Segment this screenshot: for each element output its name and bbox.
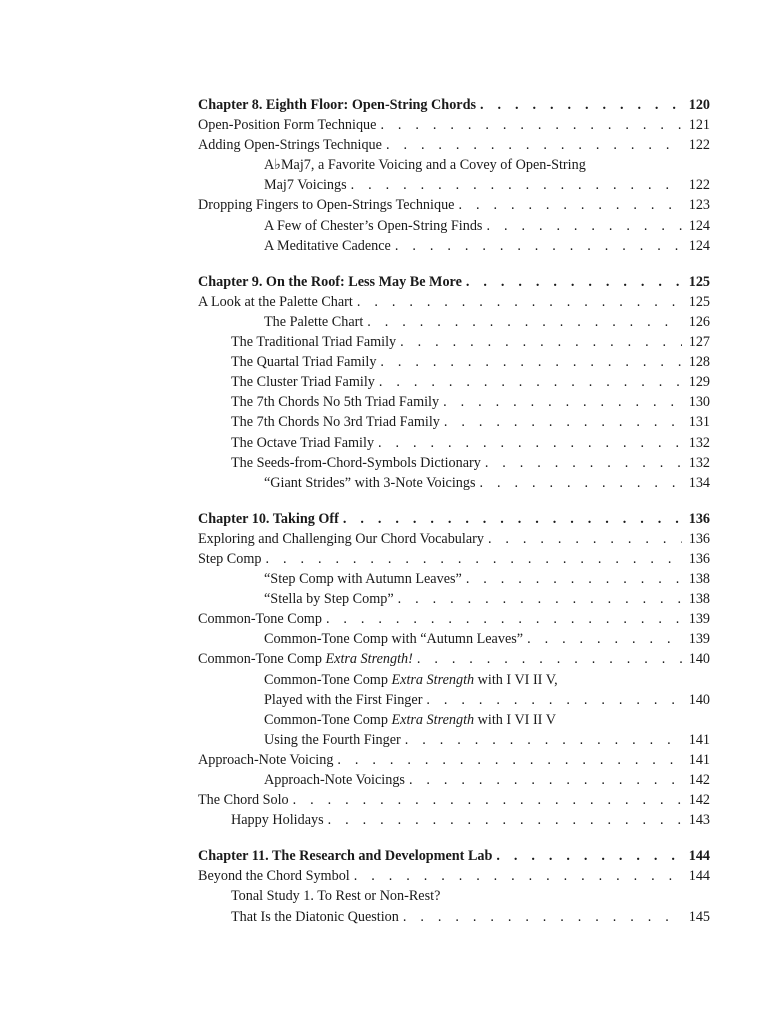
- toc-page-number: 138: [688, 571, 710, 588]
- chapter-page-number: 120: [688, 97, 710, 113]
- toc-entry-title: The 7th Chords No 5th Triad Family: [231, 394, 440, 411]
- toc-entry[interactable]: [198, 549, 710, 569]
- toc-entry[interactable]: [198, 670, 710, 690]
- dot-leader: [398, 589, 682, 609]
- dot-leader: [380, 115, 682, 135]
- toc-entry[interactable]: [198, 433, 710, 453]
- chapter-page-number: 125: [688, 273, 710, 290]
- toc-entry-title: The Cluster Triad Family: [231, 374, 375, 391]
- toc-entry[interactable]: [198, 115, 710, 135]
- toc-entry[interactable]: [198, 589, 710, 609]
- toc-entry[interactable]: [198, 649, 710, 669]
- toc-entry-title: A Look at the Palette Chart: [198, 293, 353, 310]
- chapter-page-number: 136: [688, 510, 710, 527]
- toc-entry[interactable]: [198, 770, 710, 790]
- toc-page-number: 124: [688, 217, 710, 234]
- dot-leader: [293, 790, 682, 810]
- toc-entry-italic: Extra Strength!: [325, 651, 413, 668]
- toc-entry-title: Common-Tone Comp Extra Strength with I VI II V,: [264, 671, 558, 688]
- toc-entry-title: The Palette Chart: [264, 313, 364, 330]
- chapter-block: [198, 846, 710, 926]
- dot-leader: [378, 433, 682, 453]
- toc-entry[interactable]: [198, 473, 710, 493]
- toc-entry[interactable]: [198, 312, 710, 332]
- chapter-block: [198, 509, 710, 831]
- toc-page-number: 121: [688, 117, 710, 134]
- dot-leader: [480, 95, 682, 115]
- dot-leader: [405, 730, 682, 750]
- chapter-heading[interactable]: [198, 95, 710, 115]
- toc-entry[interactable]: [198, 710, 710, 730]
- dot-leader: [386, 135, 682, 155]
- toc-page-number: 141: [688, 751, 710, 768]
- dot-leader: [351, 175, 682, 195]
- toc-entry[interactable]: [198, 750, 710, 770]
- dot-leader: [458, 195, 682, 215]
- chapter-title: Chapter 8. Eighth Floor: Open-String Chords: [198, 97, 476, 113]
- dot-leader: [409, 770, 682, 790]
- toc-page-number: 122: [688, 137, 710, 154]
- toc-entry[interactable]: [198, 292, 710, 312]
- toc-entry-title: Open-Position Form Technique: [198, 117, 377, 134]
- dot-leader: [343, 509, 682, 529]
- dot-leader: [485, 453, 682, 473]
- toc-entry-title: The Traditional Triad Family: [231, 334, 397, 351]
- toc-entry-italic: Extra Strength: [391, 671, 475, 688]
- toc-entry[interactable]: [198, 453, 710, 473]
- toc-entry-title: The 7th Chords No 3rd Triad Family: [231, 414, 440, 431]
- toc-entry-italic: Extra Strength: [391, 711, 475, 728]
- toc-entry-title: Common-Tone Comp Extra Strength with I VI II V: [264, 711, 556, 728]
- toc-page-number: 136: [688, 550, 710, 567]
- chapter-heading[interactable]: [198, 846, 710, 866]
- toc-page-number: 144: [688, 868, 710, 885]
- dot-leader: [466, 272, 682, 292]
- toc-page-number: 140: [688, 651, 710, 668]
- chapter-heading[interactable]: [198, 272, 710, 292]
- dot-leader: [486, 216, 682, 236]
- dot-leader: [265, 549, 682, 569]
- toc-entry[interactable]: [198, 886, 710, 906]
- toc-entry-title: Happy Holidays: [231, 812, 324, 829]
- toc-entry-title: Approach-Note Voicings: [264, 772, 405, 788]
- dot-leader: [496, 846, 682, 866]
- toc-entry-title: Adding Open-Strings Technique: [198, 137, 382, 154]
- toc-page-number: 131: [688, 414, 710, 431]
- toc-entry-title: Common-Tone Comp Extra Strength!: [198, 651, 413, 668]
- toc-entry-title: “Stella by Step Comp”: [264, 591, 394, 608]
- toc-entry[interactable]: [198, 352, 710, 372]
- chapter-heading[interactable]: [198, 509, 710, 529]
- toc-page-number: 122: [688, 177, 710, 194]
- dot-leader: [443, 392, 682, 412]
- chapter-title: Chapter 10. Taking Off: [198, 510, 339, 527]
- dot-leader: [527, 629, 682, 649]
- toc-page-number: 138: [688, 591, 710, 608]
- chapter-page-number: 144: [688, 848, 710, 865]
- toc-entry-title: “Step Comp with Autumn Leaves”: [264, 571, 462, 588]
- toc-entry[interactable]: [198, 412, 710, 432]
- toc-entry[interactable]: [198, 629, 710, 649]
- toc-entry-title: The Octave Triad Family: [231, 434, 375, 451]
- dot-leader: [417, 649, 682, 669]
- toc-entry[interactable]: [198, 690, 710, 710]
- toc-entry-title: Common-Tone Comp with “Autumn Leaves”: [264, 631, 524, 648]
- dot-leader: [357, 292, 682, 312]
- toc-page-number: 132: [688, 434, 710, 451]
- table-of-contents: [198, 95, 710, 943]
- toc-entry[interactable]: [198, 236, 710, 256]
- toc-entry[interactable]: [198, 216, 710, 236]
- toc-entry[interactable]: [198, 569, 710, 589]
- toc-entry-title: Dropping Fingers to Open-Strings Technique: [198, 197, 455, 214]
- toc-entry[interactable]: [198, 790, 710, 810]
- chapter-block: [198, 95, 710, 256]
- toc-entry[interactable]: [198, 332, 710, 352]
- dot-leader: [488, 529, 682, 549]
- toc-page-number: 127: [688, 334, 710, 351]
- toc-entry-title: Maj7 Voicings: [264, 177, 347, 194]
- toc-page-number: 142: [688, 772, 710, 788]
- toc-entry[interactable]: [198, 529, 710, 549]
- toc-entry-title: Beyond the Chord Symbol: [198, 868, 350, 885]
- toc-entry[interactable]: [198, 907, 710, 927]
- toc-entry-title: Step Comp: [198, 550, 262, 567]
- dot-leader: [403, 907, 682, 927]
- toc-page-number: 134: [688, 474, 710, 491]
- dot-leader: [466, 569, 682, 589]
- toc-page-number: 126: [688, 313, 710, 330]
- dot-leader: [367, 312, 682, 332]
- dot-leader: [400, 332, 682, 352]
- dot-leader: [426, 690, 682, 710]
- toc-entry[interactable]: [198, 866, 710, 886]
- chapter-block: [198, 272, 710, 493]
- toc-entry[interactable]: [198, 609, 710, 629]
- toc-page-number: 142: [688, 792, 710, 809]
- toc-entry-title: The Quartal Triad Family: [231, 354, 377, 371]
- dot-leader: [444, 412, 682, 432]
- toc-entry-title: Played with the First Finger: [264, 691, 423, 708]
- toc-page-number: 145: [688, 908, 710, 925]
- toc-entry-title: A Few of Chester’s Open-String Finds: [264, 217, 483, 234]
- toc-page-number: 139: [688, 611, 710, 628]
- dot-leader: [380, 352, 682, 372]
- toc-page-number: 130: [688, 394, 710, 411]
- toc-entry[interactable]: [198, 195, 710, 215]
- dot-leader: [379, 372, 682, 392]
- chapter-title: Chapter 11. The Research and Development Lab: [198, 848, 493, 865]
- toc-entry-title: Exploring and Challenging Our Chord Vocabulary: [198, 530, 484, 547]
- toc-entry[interactable]: [198, 135, 710, 155]
- toc-page-number: 143: [688, 812, 710, 829]
- toc-entry[interactable]: [198, 810, 710, 830]
- toc-entry[interactable]: [198, 175, 710, 195]
- toc-entry-title: Common-Tone Comp: [198, 611, 322, 628]
- toc-entry-title: Tonal Study 1. To Rest or Non-Rest?: [231, 888, 441, 905]
- toc-entry-title: That Is the Diatonic Question: [231, 908, 399, 925]
- toc-page-number: 141: [688, 731, 710, 748]
- toc-entry-title: A♭Maj7, a Favorite Voicing and a Covey of Open-String: [264, 157, 586, 174]
- dot-leader: [395, 236, 682, 256]
- toc-entry[interactable]: [198, 392, 710, 412]
- toc-entry-title: Approach-Note Voicing: [198, 751, 334, 768]
- toc-entry-title: “Giant Strides” with 3-Note Voicings: [264, 474, 476, 491]
- chapter-title: Chapter 9. On the Roof: Less May Be More: [198, 273, 462, 290]
- toc-page-number: 128: [688, 354, 710, 371]
- dot-leader: [326, 609, 682, 629]
- dot-leader: [354, 866, 682, 886]
- toc-page-number: 136: [688, 530, 710, 547]
- toc-page-number: 132: [688, 454, 710, 471]
- toc-entry-title: A Meditative Cadence: [264, 237, 391, 254]
- toc-page-number: 123: [688, 197, 710, 214]
- toc-entry-title: The Seeds-from-Chord-Symbols Dictionary: [231, 454, 481, 471]
- toc-entry[interactable]: [198, 372, 710, 392]
- dot-leader: [479, 473, 682, 493]
- toc-entry[interactable]: [198, 730, 710, 750]
- toc-page-number: 139: [688, 631, 710, 648]
- toc-page-number: 125: [688, 293, 710, 310]
- toc-page-number: 140: [688, 691, 710, 708]
- toc-page-number: 129: [688, 374, 710, 391]
- toc-entry-title: The Chord Solo: [198, 792, 289, 809]
- toc-entry[interactable]: [198, 155, 710, 175]
- toc-entry-title: Using the Fourth Finger: [264, 731, 401, 748]
- dot-leader: [337, 750, 682, 770]
- dot-leader: [328, 810, 682, 830]
- toc-page-number: 124: [688, 237, 710, 254]
